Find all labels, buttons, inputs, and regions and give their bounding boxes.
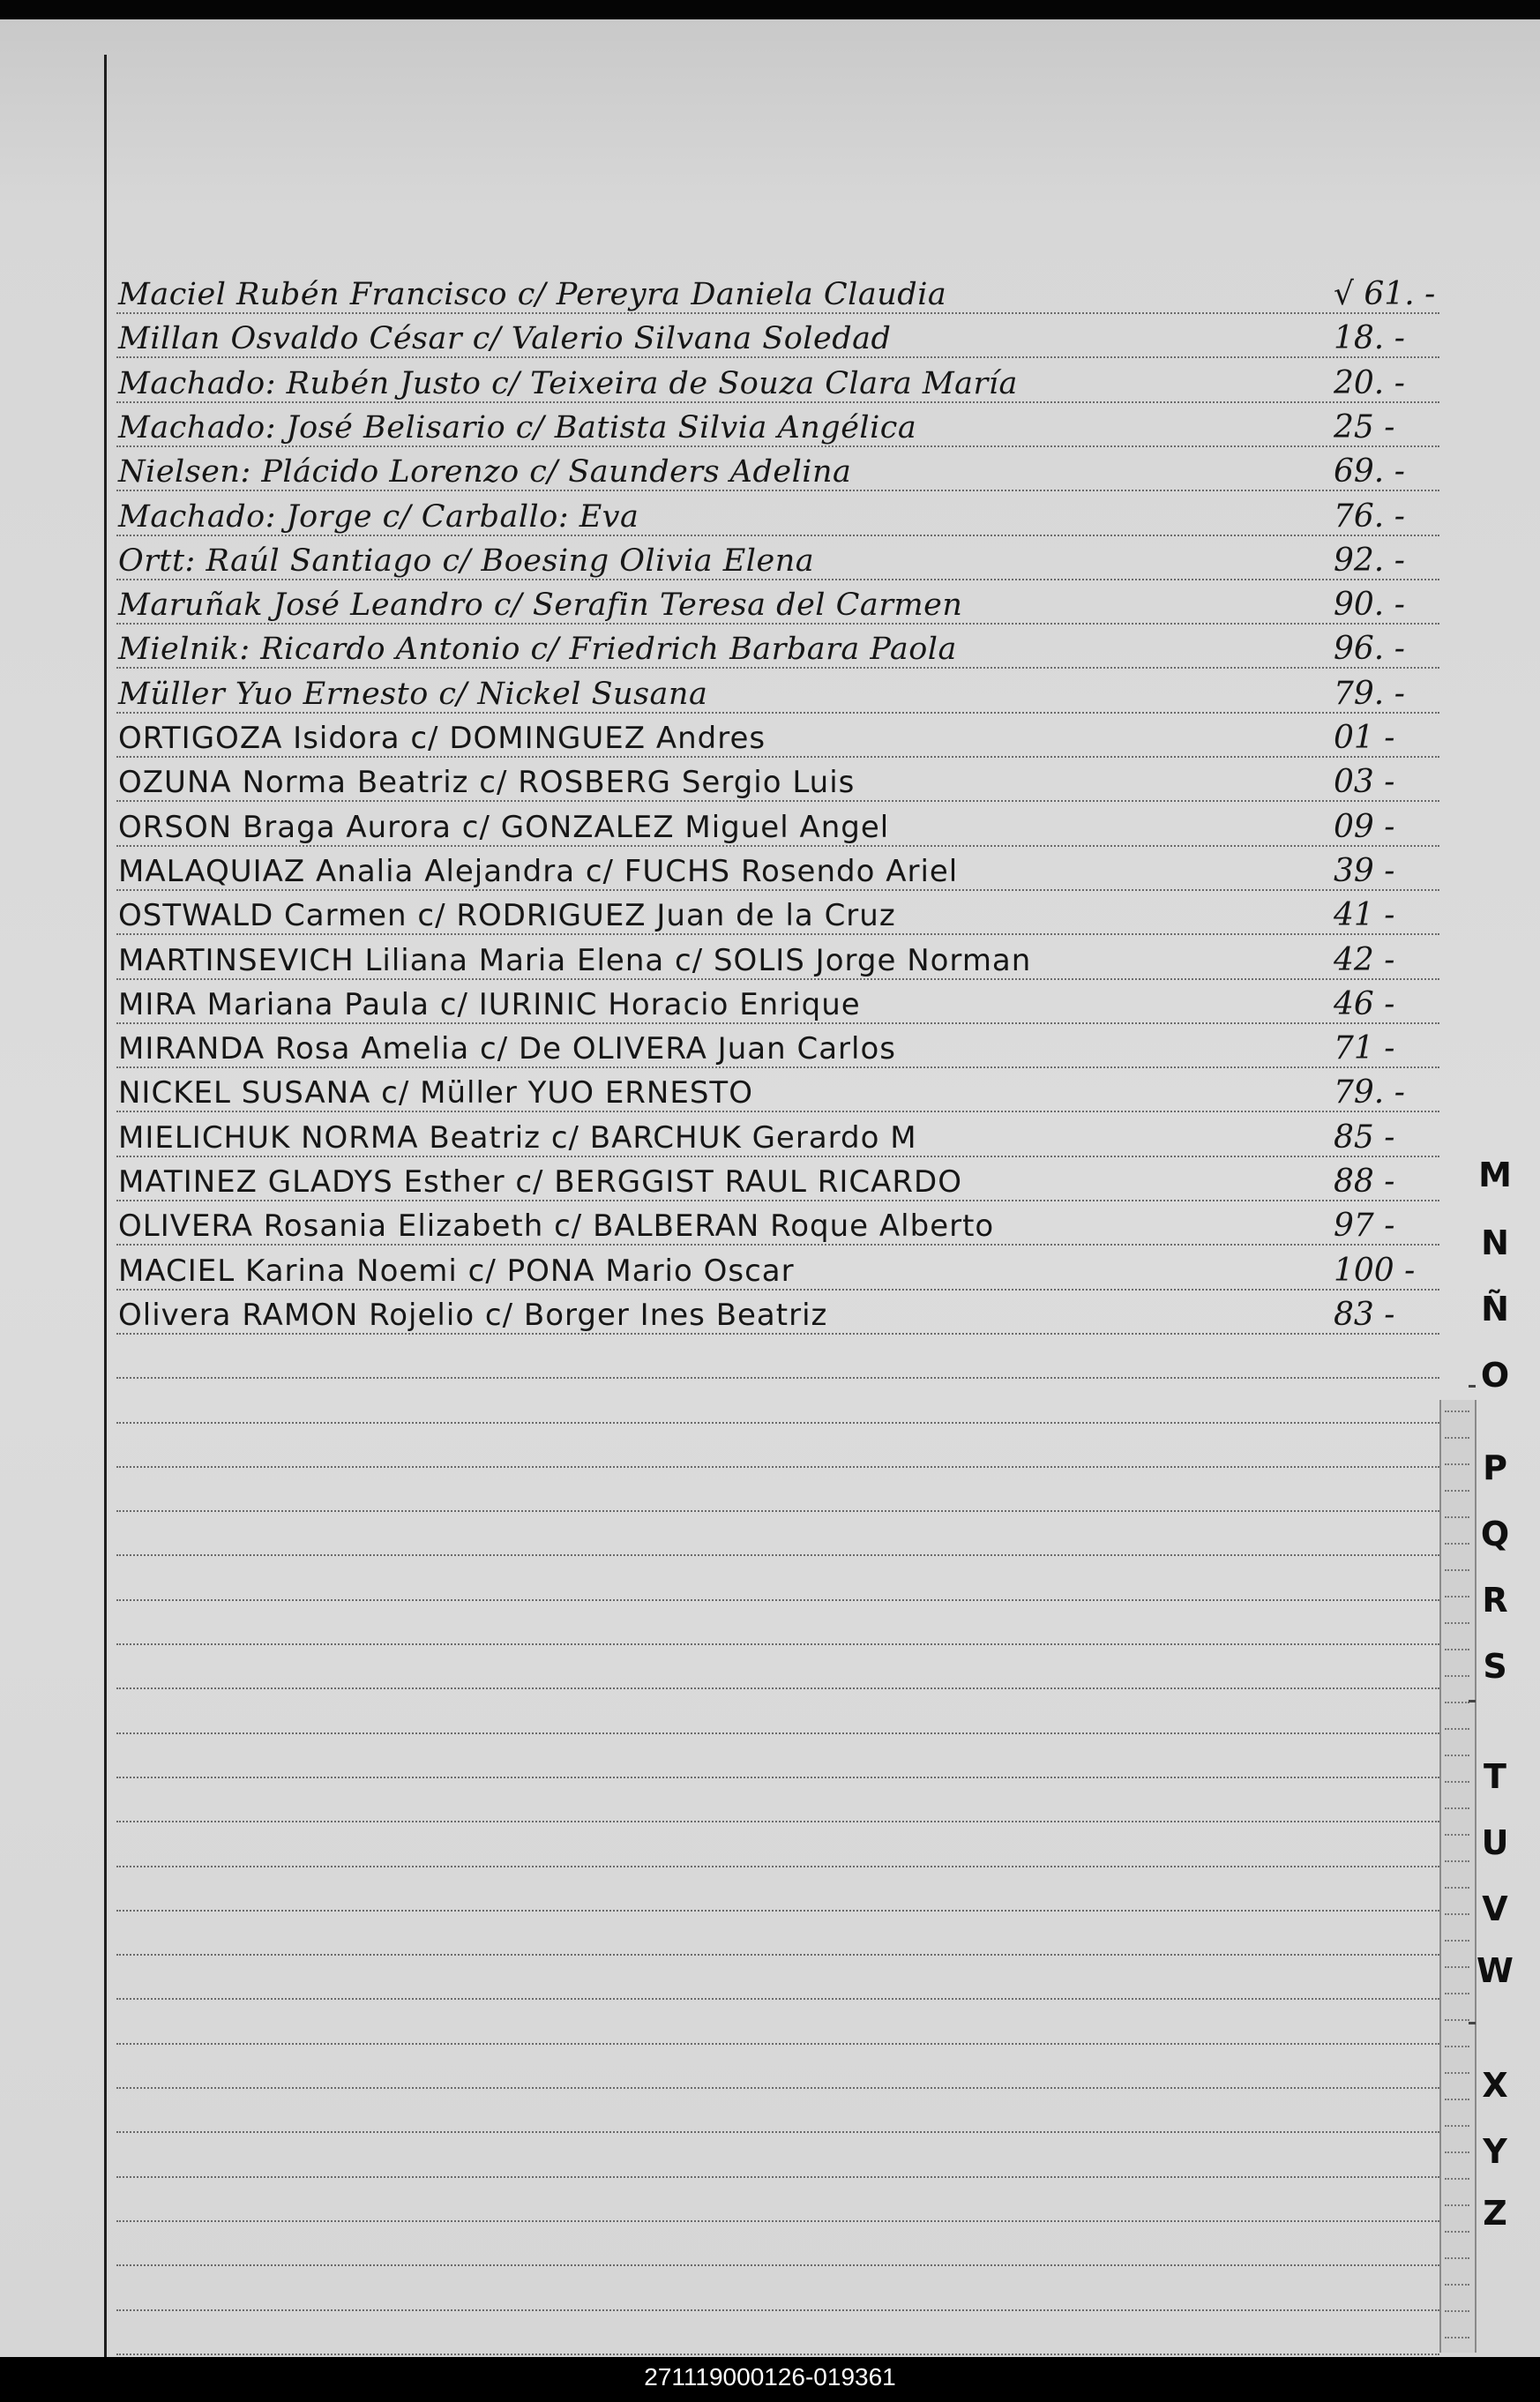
tab-tick bbox=[1445, 2151, 1469, 2153]
ledger-rule bbox=[116, 1687, 1439, 1689]
entry-names: Nielsen: Plácido Lorenzo c/ Saunders Adelina bbox=[118, 454, 852, 490]
document-id-footer: 271119000126-019361 bbox=[0, 2357, 1540, 2402]
entry-number: 18. - bbox=[1334, 320, 1405, 357]
index-letter-tab[interactable]: X bbox=[1482, 2066, 1508, 2105]
index-letter-tab[interactable]: U bbox=[1481, 1823, 1509, 1862]
ledger-rule bbox=[116, 2264, 1439, 2266]
entry-number: 100 - bbox=[1334, 1252, 1416, 1289]
tab-tick bbox=[1445, 1411, 1469, 1412]
index-letter-tab[interactable]: R bbox=[1482, 1581, 1508, 1620]
tab-tick bbox=[1445, 2046, 1469, 2047]
index-letter-tab[interactable]: N bbox=[1481, 1223, 1509, 1262]
ledger-entry bbox=[116, 1292, 1439, 1335]
ledger-rule bbox=[116, 2353, 1439, 2355]
tab-tick bbox=[1445, 1834, 1469, 1836]
entry-names: MALAQUIAZ Analia Alejandra c/ FUCHS Rosendo Ariel bbox=[118, 853, 959, 889]
ledger-entry bbox=[116, 804, 1439, 847]
ledger-entry bbox=[116, 1248, 1439, 1291]
ledger-rule bbox=[116, 2176, 1439, 2178]
entry-names: MIRANDA Rosa Amelia c/ De OLIVERA Juan Carlos bbox=[118, 1031, 896, 1067]
tab-separator bbox=[1469, 1700, 1476, 1702]
entry-names: MACIEL Karina Noemi c/ PONA Mario Oscar bbox=[118, 1253, 795, 1289]
ledger-entry bbox=[116, 671, 1439, 714]
index-letter-tab[interactable]: T bbox=[1484, 1757, 1506, 1796]
ledger-rule bbox=[116, 2043, 1439, 2045]
margin-line bbox=[104, 55, 107, 2357]
entry-number: 71 - bbox=[1334, 1030, 1395, 1067]
tab-tick bbox=[1445, 1728, 1469, 1730]
ledger-rule bbox=[116, 1821, 1439, 1822]
tab-tick bbox=[1445, 2284, 1469, 2286]
entry-names: MATINEZ GLADYS Esther c/ BERGGIST RAUL RICARDO bbox=[118, 1164, 962, 1200]
entry-names: OZUNA Norma Beatriz c/ ROSBERG Sergio Luis bbox=[118, 765, 856, 801]
entry-names: Machado: José Belisario c/ Batista Silvia Angélica bbox=[118, 409, 917, 445]
entry-names: Mielnik: Ricardo Antonio c/ Friedrich Barbara Paola bbox=[118, 632, 957, 668]
index-tab-column bbox=[1439, 1400, 1476, 2353]
tab-tick bbox=[1445, 2231, 1469, 2233]
tab-tick bbox=[1445, 2257, 1469, 2259]
entry-names: Olivera RAMON Rojelio c/ Borger Ines Beatriz bbox=[118, 1297, 828, 1333]
tab-tick bbox=[1445, 2310, 1469, 2312]
ledger-page bbox=[0, 19, 1540, 2357]
tab-tick bbox=[1445, 1543, 1469, 1545]
entry-number: 42 - bbox=[1334, 941, 1395, 978]
ledger-rule bbox=[116, 1777, 1439, 1778]
tab-tick bbox=[1445, 1807, 1469, 1809]
entry-number: 20. - bbox=[1334, 364, 1405, 401]
entry-names: Maruñak José Leandro c/ Serafin Teresa del Carmen bbox=[118, 587, 963, 624]
ledger-entry bbox=[116, 849, 1439, 891]
tab-separator bbox=[1469, 2022, 1476, 2024]
entry-names: Machado: Jorge c/ Carballo: Eva bbox=[118, 498, 639, 535]
index-letter-tab[interactable]: M bbox=[1478, 1156, 1512, 1194]
ledger-entry bbox=[116, 494, 1439, 536]
entry-names: Müller Yuo Ernesto c/ Nickel Susana bbox=[118, 676, 708, 712]
entry-number: 25 - bbox=[1334, 408, 1395, 445]
entry-number: 41 - bbox=[1334, 897, 1395, 934]
tab-tick bbox=[1445, 1781, 1469, 1783]
tab-tick bbox=[1445, 1913, 1469, 1915]
ledger-rule bbox=[116, 1599, 1439, 1601]
ledger-lines bbox=[116, 276, 1439, 2366]
ledger-entry bbox=[116, 1115, 1439, 1157]
tab-tick bbox=[1445, 1860, 1469, 1862]
ledger-entry bbox=[116, 272, 1439, 314]
tab-tick bbox=[1445, 2178, 1469, 2180]
ledger-entry bbox=[116, 316, 1439, 358]
entry-names: ORTIGOZA Isidora c/ DOMINGUEZ Andres bbox=[118, 721, 766, 756]
ledger-rule bbox=[116, 2220, 1439, 2222]
tab-tick bbox=[1445, 1966, 1469, 1968]
tab-tick bbox=[1445, 1702, 1469, 1703]
tab-tick bbox=[1445, 1516, 1469, 1518]
tab-tick bbox=[1445, 1993, 1469, 1994]
ledger-rule bbox=[116, 1732, 1439, 1734]
entry-number: 92. - bbox=[1334, 542, 1405, 579]
entry-number: 85 - bbox=[1334, 1119, 1395, 1156]
ledger-rule bbox=[116, 1998, 1439, 2000]
ledger-rule bbox=[116, 1554, 1439, 1556]
tab-tick bbox=[1445, 1887, 1469, 1889]
ledger-rule bbox=[116, 1866, 1439, 1867]
tab-tick bbox=[1445, 1463, 1469, 1465]
entry-number: 01 - bbox=[1334, 720, 1395, 756]
entry-names: Machado: Rubén Justo c/ Teixeira de Souza Clara María bbox=[118, 365, 1018, 401]
tab-tick bbox=[1445, 1622, 1469, 1624]
ledger-entry bbox=[116, 938, 1439, 980]
ledger-entry bbox=[116, 449, 1439, 491]
entry-number: 46 - bbox=[1334, 985, 1395, 1022]
entry-number: 83 - bbox=[1334, 1296, 1395, 1333]
ledger-entry bbox=[116, 405, 1439, 447]
entry-names: OSTWALD Carmen c/ RODRIGUEZ Juan de la Cruz bbox=[118, 898, 896, 934]
entry-names: Ortt: Raúl Santiago c/ Boesing Olivia Elena bbox=[118, 543, 815, 579]
ledger-entry bbox=[116, 1159, 1439, 1201]
entry-number: √ 61. - bbox=[1334, 276, 1436, 312]
ledger-entry bbox=[116, 760, 1439, 802]
ledger-rule bbox=[116, 1910, 1439, 1912]
entry-names: MIELICHUK NORMA Beatriz c/ BARCHUK Gerardo M bbox=[118, 1119, 917, 1156]
ledger-entry bbox=[116, 361, 1439, 403]
ledger-entry bbox=[116, 626, 1439, 669]
entry-number: 79. - bbox=[1334, 675, 1405, 712]
entry-names: MIRA Mariana Paula c/ IURINIC Horacio Enrique bbox=[118, 986, 861, 1022]
entry-number: 90. - bbox=[1334, 587, 1405, 624]
index-letter-tab[interactable]: Q bbox=[1480, 1515, 1510, 1553]
tab-tick bbox=[1445, 1940, 1469, 1942]
entry-number: 09 - bbox=[1334, 808, 1395, 845]
index-letter-tab[interactable]: Z bbox=[1483, 2194, 1507, 2233]
tab-tick bbox=[1445, 2072, 1469, 2074]
ledger-rule bbox=[116, 1466, 1439, 1468]
index-letter-tab[interactable]: S bbox=[1483, 1647, 1507, 1686]
index-letter-tab[interactable]: P bbox=[1483, 1448, 1507, 1487]
ledger-entry bbox=[116, 982, 1439, 1024]
ledger-rule bbox=[116, 1377, 1439, 1379]
index-letter-tab[interactable]: Ñ bbox=[1481, 1290, 1509, 1328]
tab-tick bbox=[1445, 2019, 1469, 2021]
ledger-rule bbox=[116, 1510, 1439, 1512]
ledger-entry bbox=[116, 1070, 1439, 1112]
tab-tick bbox=[1445, 1490, 1469, 1492]
index-letter-tab[interactable]: V bbox=[1482, 1889, 1508, 1928]
tab-tick bbox=[1445, 1437, 1469, 1439]
ledger-entry bbox=[116, 1203, 1439, 1246]
ledger-rule bbox=[116, 1422, 1439, 1424]
tab-tick bbox=[1445, 2125, 1469, 2127]
entry-names: MARTINSEVICH Liliana Maria Elena c/ SOLIS Jorge Norman bbox=[118, 942, 1032, 978]
tab-tick bbox=[1445, 1675, 1469, 1677]
ledger-rule bbox=[116, 2309, 1439, 2311]
tab-tick bbox=[1445, 2099, 1469, 2100]
ledger-entry bbox=[116, 715, 1439, 758]
index-letter-tab[interactable]: Y bbox=[1483, 2132, 1507, 2171]
entry-number: 88 - bbox=[1334, 1164, 1395, 1200]
entry-number: 76. - bbox=[1334, 498, 1405, 535]
entry-names: Millan Osvaldo César c/ Valerio Silvana Soledad bbox=[118, 321, 892, 357]
ledger-entry bbox=[116, 1026, 1439, 1068]
entry-number: 39 - bbox=[1334, 852, 1395, 889]
ledger-rule bbox=[116, 1954, 1439, 1956]
entry-names: ORSON Braga Aurora c/ GONZALEZ Miguel Angel bbox=[118, 809, 890, 845]
ledger-rule bbox=[116, 1643, 1439, 1645]
entry-names: Maciel Rubén Francisco c/ Pereyra Daniela Claudia bbox=[118, 277, 947, 312]
entry-number: 79. - bbox=[1334, 1074, 1405, 1111]
tab-tick bbox=[1445, 2337, 1469, 2338]
ledger-entry bbox=[116, 893, 1439, 935]
tab-tick bbox=[1445, 2204, 1469, 2206]
tab-separator bbox=[1469, 1385, 1476, 1388]
entry-number: 96. - bbox=[1334, 631, 1405, 668]
tab-tick bbox=[1445, 1569, 1469, 1571]
ledger-entry bbox=[116, 538, 1439, 580]
tab-tick bbox=[1445, 1755, 1469, 1756]
ledger-rule bbox=[116, 2131, 1439, 2133]
entry-number: 97 - bbox=[1334, 1208, 1395, 1245]
tab-tick bbox=[1445, 1649, 1469, 1650]
ledger-entry bbox=[116, 582, 1439, 625]
index-letter-tab[interactable]: O bbox=[1480, 1356, 1510, 1395]
index-letter-tab[interactable]: W bbox=[1476, 1951, 1514, 1990]
ledger-rule bbox=[116, 2087, 1439, 2089]
entry-names: OLIVERA Rosania Elizabeth c/ BALBERAN Roque Alberto bbox=[118, 1208, 995, 1245]
entry-number: 69. - bbox=[1334, 453, 1405, 490]
tab-tick bbox=[1445, 1596, 1469, 1598]
entry-number: 03 - bbox=[1334, 764, 1395, 801]
entry-names: NICKEL SUSANA c/ Müller YUO ERNESTO bbox=[118, 1075, 753, 1111]
